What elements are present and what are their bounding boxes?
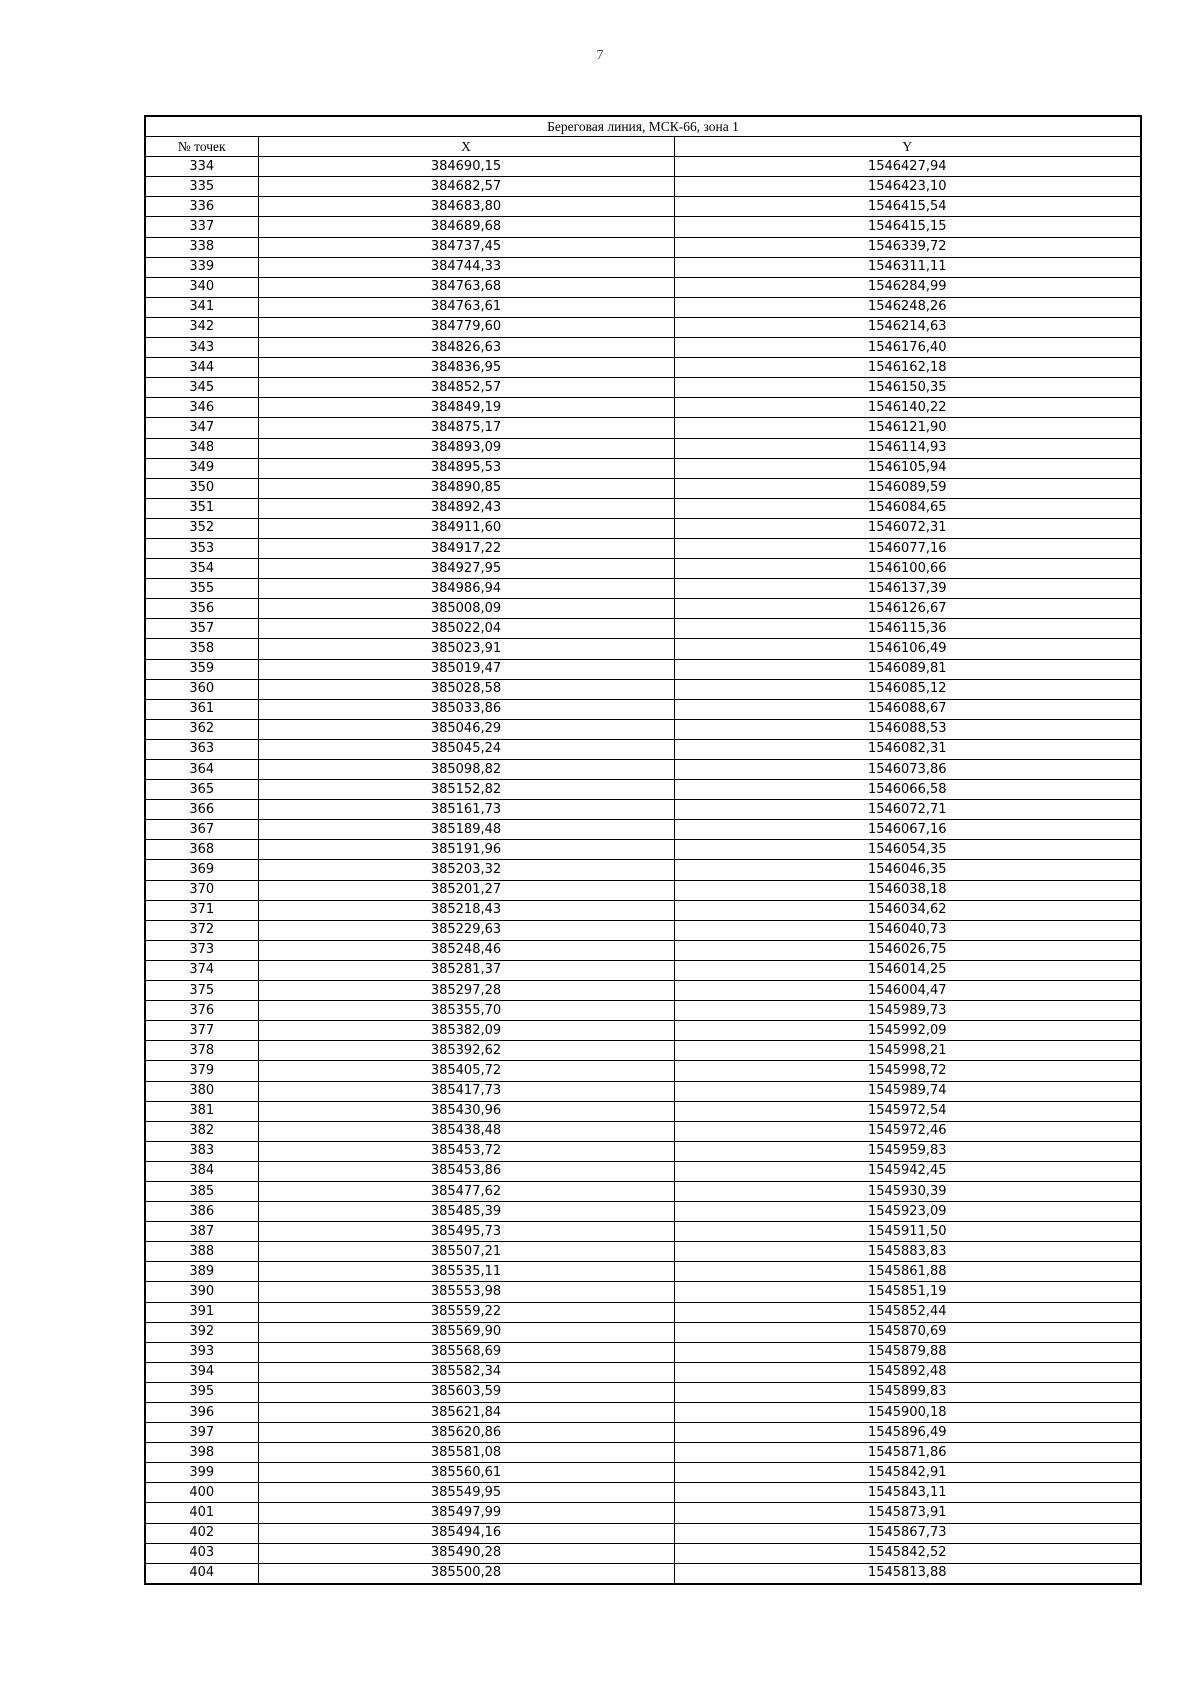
cell-y: 1545923,09	[674, 1202, 1141, 1222]
table-row	[145, 177, 1141, 197]
cell-x: 385477,62	[258, 1181, 674, 1201]
cell-x: 384986,94	[258, 579, 674, 599]
cell-x: 385553,98	[258, 1282, 674, 1302]
table-row	[145, 579, 1141, 599]
cell-point-number: 338	[145, 237, 258, 257]
cell-x: 384690,15	[258, 157, 674, 177]
table-row	[145, 297, 1141, 317]
cell-y: 1546106,49	[674, 639, 1141, 659]
cell-x: 384682,57	[258, 177, 674, 197]
cell-x: 384744,33	[258, 257, 674, 277]
table-row	[145, 1362, 1141, 1382]
cell-point-number: 396	[145, 1403, 258, 1423]
table-row	[145, 800, 1141, 820]
cell-point-number: 358	[145, 639, 258, 659]
cell-y: 1546121,90	[674, 418, 1141, 438]
cell-point-number: 341	[145, 297, 258, 317]
cell-x: 385008,09	[258, 599, 674, 619]
cell-x: 385046,29	[258, 719, 674, 739]
cell-point-number: 391	[145, 1302, 258, 1322]
cell-y: 1546415,15	[674, 217, 1141, 237]
cell-y: 1546415,54	[674, 197, 1141, 217]
cell-x: 385559,22	[258, 1302, 674, 1322]
table-row	[145, 639, 1141, 659]
cell-y: 1545896,49	[674, 1423, 1141, 1443]
cell-x: 385229,63	[258, 920, 674, 940]
cell-y: 1545871,86	[674, 1443, 1141, 1463]
cell-y: 1545867,73	[674, 1523, 1141, 1543]
cell-x: 385203,32	[258, 860, 674, 880]
cell-y: 1545989,73	[674, 1001, 1141, 1021]
table-row	[145, 1242, 1141, 1262]
cell-point-number: 404	[145, 1563, 258, 1584]
cell-point-number: 383	[145, 1141, 258, 1161]
table-row	[145, 1061, 1141, 1081]
cell-x: 384836,95	[258, 358, 674, 378]
cell-point-number: 373	[145, 940, 258, 960]
table-row	[145, 1443, 1141, 1463]
cell-y: 1546284,99	[674, 277, 1141, 297]
cell-y: 1545879,88	[674, 1342, 1141, 1362]
cell-x: 385485,39	[258, 1202, 674, 1222]
cell-y: 1546105,94	[674, 458, 1141, 478]
cell-x: 385568,69	[258, 1342, 674, 1362]
cell-x: 384890,85	[258, 478, 674, 498]
table-row	[145, 1021, 1141, 1041]
table-row	[145, 619, 1141, 639]
table-row	[145, 1423, 1141, 1443]
table-row	[145, 1202, 1141, 1222]
cell-y: 1546085,12	[674, 679, 1141, 699]
cell-point-number: 403	[145, 1543, 258, 1563]
cell-point-number: 339	[145, 257, 258, 277]
cell-x: 385392,62	[258, 1041, 674, 1061]
table-row	[145, 900, 1141, 920]
cell-point-number: 363	[145, 739, 258, 759]
coordinates-table-container	[144, 115, 1140, 1585]
table-row	[145, 498, 1141, 518]
cell-y: 1545911,50	[674, 1222, 1141, 1242]
cell-x: 385569,90	[258, 1322, 674, 1342]
cell-point-number: 370	[145, 880, 258, 900]
cell-x: 385490,28	[258, 1543, 674, 1563]
page-number: 7	[596, 48, 604, 63]
cell-point-number: 372	[145, 920, 258, 940]
cell-point-number: 378	[145, 1041, 258, 1061]
table-row	[145, 518, 1141, 538]
cell-y: 1546114,93	[674, 438, 1141, 458]
cell-point-number: 385	[145, 1181, 258, 1201]
cell-y: 1546066,58	[674, 780, 1141, 800]
table-row	[145, 1463, 1141, 1483]
table-row	[145, 458, 1141, 478]
cell-y: 1546077,16	[674, 538, 1141, 558]
table-caption: Береговая линия, МСК-66, зона 1	[145, 116, 1141, 137]
cell-x: 385560,61	[258, 1463, 674, 1483]
cell-y: 1546014,25	[674, 960, 1141, 980]
cell-x: 385507,21	[258, 1242, 674, 1262]
cell-x: 384911,60	[258, 518, 674, 538]
cell-x: 385438,48	[258, 1121, 674, 1141]
cell-point-number: 360	[145, 679, 258, 699]
cell-y: 1545842,91	[674, 1463, 1141, 1483]
table-caption-row	[145, 116, 1141, 137]
cell-x: 384737,45	[258, 237, 674, 257]
cell-x: 385189,48	[258, 820, 674, 840]
cell-y: 1546084,65	[674, 498, 1141, 518]
cell-point-number: 357	[145, 619, 258, 639]
cell-point-number: 342	[145, 317, 258, 337]
table-row	[145, 338, 1141, 358]
table-row	[145, 1342, 1141, 1362]
cell-x: 385297,28	[258, 981, 674, 1001]
cell-point-number: 402	[145, 1523, 258, 1543]
cell-y: 1545843,11	[674, 1483, 1141, 1503]
cell-x: 385603,59	[258, 1382, 674, 1402]
cell-point-number: 336	[145, 197, 258, 217]
cell-x: 384893,09	[258, 438, 674, 458]
cell-point-number: 346	[145, 398, 258, 418]
cell-point-number: 394	[145, 1362, 258, 1382]
cell-y: 1545813,88	[674, 1563, 1141, 1584]
table-row	[145, 1403, 1141, 1423]
cell-y: 1545883,83	[674, 1242, 1141, 1262]
cell-x: 384826,63	[258, 338, 674, 358]
cell-point-number: 349	[145, 458, 258, 478]
cell-x: 385281,37	[258, 960, 674, 980]
cell-x: 385500,28	[258, 1563, 674, 1584]
table-row	[145, 1262, 1141, 1282]
cell-y: 1546046,35	[674, 860, 1141, 880]
cell-y: 1545992,09	[674, 1021, 1141, 1041]
cell-point-number: 354	[145, 559, 258, 579]
cell-point-number: 352	[145, 518, 258, 538]
table-row	[145, 659, 1141, 679]
table-row	[145, 880, 1141, 900]
cell-y: 1546004,47	[674, 981, 1141, 1001]
cell-point-number: 351	[145, 498, 258, 518]
table-row	[145, 981, 1141, 1001]
cell-point-number: 364	[145, 760, 258, 780]
cell-y: 1546072,31	[674, 518, 1141, 538]
cell-point-number: 389	[145, 1262, 258, 1282]
cell-y: 1546214,63	[674, 317, 1141, 337]
table-row	[145, 820, 1141, 840]
cell-x: 385033,86	[258, 699, 674, 719]
cell-y: 1545959,83	[674, 1141, 1141, 1161]
cell-point-number: 392	[145, 1322, 258, 1342]
cell-x: 385218,43	[258, 900, 674, 920]
cell-point-number: 335	[145, 177, 258, 197]
table-row	[145, 378, 1141, 398]
table-row	[145, 1483, 1141, 1503]
cell-x: 385019,47	[258, 659, 674, 679]
table-row	[145, 1121, 1141, 1141]
cell-y: 1545861,88	[674, 1262, 1141, 1282]
cell-point-number: 344	[145, 358, 258, 378]
table-row	[145, 418, 1141, 438]
cell-y: 1545852,44	[674, 1302, 1141, 1322]
table-row	[145, 1563, 1141, 1584]
cell-x: 385161,73	[258, 800, 674, 820]
cell-x: 384892,43	[258, 498, 674, 518]
cell-point-number: 375	[145, 981, 258, 1001]
cell-x: 385417,73	[258, 1081, 674, 1101]
cell-y: 1545998,72	[674, 1061, 1141, 1081]
cell-y: 1545873,91	[674, 1503, 1141, 1523]
cell-x: 384895,53	[258, 458, 674, 478]
cell-y: 1545942,45	[674, 1161, 1141, 1181]
cell-point-number: 393	[145, 1342, 258, 1362]
cell-point-number: 398	[145, 1443, 258, 1463]
cell-point-number: 395	[145, 1382, 258, 1402]
table-row	[145, 1503, 1141, 1523]
column-header-point-number: № точек	[145, 137, 258, 157]
cell-point-number: 334	[145, 157, 258, 177]
table-row	[145, 920, 1141, 940]
cell-point-number: 400	[145, 1483, 258, 1503]
table-row	[145, 1161, 1141, 1181]
table-row	[145, 257, 1141, 277]
cell-x: 385549,95	[258, 1483, 674, 1503]
cell-y: 1545972,46	[674, 1121, 1141, 1141]
table-body	[145, 157, 1141, 1584]
cell-x: 385382,09	[258, 1021, 674, 1041]
cell-x: 385045,24	[258, 739, 674, 759]
cell-y: 1545899,83	[674, 1382, 1141, 1402]
table-row	[145, 217, 1141, 237]
cell-y: 1546067,16	[674, 820, 1141, 840]
table-row	[145, 739, 1141, 759]
cell-y: 1546248,26	[674, 297, 1141, 317]
cell-x: 385497,99	[258, 1503, 674, 1523]
table-row	[145, 760, 1141, 780]
cell-x: 385621,84	[258, 1403, 674, 1423]
cell-x: 384849,19	[258, 398, 674, 418]
table-row	[145, 157, 1141, 177]
cell-x: 384763,61	[258, 297, 674, 317]
cell-x: 385248,46	[258, 940, 674, 960]
cell-y: 1545972,54	[674, 1101, 1141, 1121]
cell-point-number: 377	[145, 1021, 258, 1041]
cell-y: 1546054,35	[674, 840, 1141, 860]
column-header-y: Y	[674, 137, 1141, 157]
table-header-row	[145, 137, 1141, 157]
cell-x: 385620,86	[258, 1423, 674, 1443]
cell-point-number: 345	[145, 378, 258, 398]
cell-y: 1546073,86	[674, 760, 1141, 780]
cell-point-number: 356	[145, 599, 258, 619]
cell-point-number: 343	[145, 338, 258, 358]
cell-point-number: 390	[145, 1282, 258, 1302]
cell-x: 385191,96	[258, 840, 674, 860]
table-row	[145, 398, 1141, 418]
cell-x: 385453,72	[258, 1141, 674, 1161]
table-row	[145, 679, 1141, 699]
cell-y: 1545930,39	[674, 1181, 1141, 1201]
cell-point-number: 337	[145, 217, 258, 237]
table-row	[145, 719, 1141, 739]
cell-x: 385355,70	[258, 1001, 674, 1021]
cell-x: 384852,57	[258, 378, 674, 398]
table-row	[145, 1382, 1141, 1402]
cell-y: 1546150,35	[674, 378, 1141, 398]
cell-point-number: 379	[145, 1061, 258, 1081]
cell-point-number: 348	[145, 438, 258, 458]
cell-y: 1546082,31	[674, 739, 1141, 759]
cell-y: 1545998,21	[674, 1041, 1141, 1061]
cell-point-number: 340	[145, 277, 258, 297]
cell-point-number: 399	[145, 1463, 258, 1483]
cell-point-number: 366	[145, 800, 258, 820]
table-row	[145, 277, 1141, 297]
cell-point-number: 380	[145, 1081, 258, 1101]
table-row	[145, 1001, 1141, 1021]
column-header-x: X	[258, 137, 674, 157]
cell-x: 385430,96	[258, 1101, 674, 1121]
table-row	[145, 1181, 1141, 1201]
cell-point-number: 397	[145, 1423, 258, 1443]
cell-y: 1546176,40	[674, 338, 1141, 358]
cell-x: 385535,11	[258, 1262, 674, 1282]
table-row	[145, 960, 1141, 980]
table-row	[145, 1543, 1141, 1563]
cell-y: 1546034,62	[674, 900, 1141, 920]
cell-point-number: 387	[145, 1222, 258, 1242]
table-row	[145, 1322, 1141, 1342]
cell-x: 385152,82	[258, 780, 674, 800]
cell-x: 385453,86	[258, 1161, 674, 1181]
cell-point-number: 384	[145, 1161, 258, 1181]
cell-point-number: 376	[145, 1001, 258, 1021]
cell-point-number: 388	[145, 1242, 258, 1262]
cell-y: 1546026,75	[674, 940, 1141, 960]
cell-point-number: 355	[145, 579, 258, 599]
cell-point-number: 365	[145, 780, 258, 800]
table-row	[145, 1222, 1141, 1242]
cell-y: 1546100,66	[674, 559, 1141, 579]
cell-point-number: 347	[145, 418, 258, 438]
table-row	[145, 940, 1141, 960]
cell-y: 1546089,81	[674, 659, 1141, 679]
table-row	[145, 780, 1141, 800]
cell-y: 1545851,19	[674, 1282, 1141, 1302]
cell-x: 385582,34	[258, 1362, 674, 1382]
table-row	[145, 599, 1141, 619]
cell-point-number: 382	[145, 1121, 258, 1141]
cell-x: 385581,08	[258, 1443, 674, 1463]
table-row	[145, 1101, 1141, 1121]
table-row	[145, 860, 1141, 880]
cell-y: 1546088,67	[674, 699, 1141, 719]
cell-point-number: 350	[145, 478, 258, 498]
cell-x: 384683,80	[258, 197, 674, 217]
cell-y: 1546038,18	[674, 880, 1141, 900]
cell-y: 1546427,94	[674, 157, 1141, 177]
cell-y: 1545989,74	[674, 1081, 1141, 1101]
cell-y: 1546423,10	[674, 177, 1141, 197]
cell-y: 1546140,22	[674, 398, 1141, 418]
cell-x: 385495,73	[258, 1222, 674, 1242]
cell-point-number: 386	[145, 1202, 258, 1222]
table-row	[145, 358, 1141, 378]
table-row	[145, 1282, 1141, 1302]
cell-x: 384927,95	[258, 559, 674, 579]
cell-x: 385494,16	[258, 1523, 674, 1543]
table-row	[145, 559, 1141, 579]
cell-x: 385201,27	[258, 880, 674, 900]
cell-point-number: 362	[145, 719, 258, 739]
cell-point-number: 361	[145, 699, 258, 719]
cell-y: 1546072,71	[674, 800, 1141, 820]
cell-point-number: 369	[145, 860, 258, 880]
table-row	[145, 1302, 1141, 1322]
table-row	[145, 1041, 1141, 1061]
cell-point-number: 367	[145, 820, 258, 840]
cell-y: 1546137,39	[674, 579, 1141, 599]
table-row	[145, 1081, 1141, 1101]
cell-x: 384689,68	[258, 217, 674, 237]
cell-y: 1545900,18	[674, 1403, 1141, 1423]
cell-x: 385405,72	[258, 1061, 674, 1081]
cell-x: 385023,91	[258, 639, 674, 659]
cell-y: 1545842,52	[674, 1543, 1141, 1563]
table-row	[145, 1141, 1141, 1161]
cell-y: 1546040,73	[674, 920, 1141, 940]
table-row	[145, 840, 1141, 860]
cell-point-number: 353	[145, 538, 258, 558]
cell-point-number: 371	[145, 900, 258, 920]
cell-x: 384779,60	[258, 317, 674, 337]
cell-point-number: 381	[145, 1101, 258, 1121]
cell-x: 385098,82	[258, 760, 674, 780]
cell-y: 1546088,53	[674, 719, 1141, 739]
table-row	[145, 197, 1141, 217]
cell-point-number: 374	[145, 960, 258, 980]
cell-x: 384763,68	[258, 277, 674, 297]
table-row	[145, 699, 1141, 719]
cell-point-number: 359	[145, 659, 258, 679]
coordinates-table	[144, 115, 1142, 1585]
cell-y: 1546339,72	[674, 237, 1141, 257]
cell-x: 384875,17	[258, 418, 674, 438]
cell-point-number: 368	[145, 840, 258, 860]
cell-point-number: 401	[145, 1503, 258, 1523]
cell-y: 1546311,11	[674, 257, 1141, 277]
cell-x: 385022,04	[258, 619, 674, 639]
cell-y: 1546115,36	[674, 619, 1141, 639]
cell-y: 1546126,67	[674, 599, 1141, 619]
table-row	[145, 237, 1141, 257]
table-row	[145, 538, 1141, 558]
cell-y: 1545892,48	[674, 1362, 1141, 1382]
cell-x: 384917,22	[258, 538, 674, 558]
cell-y: 1546162,18	[674, 358, 1141, 378]
table-row	[145, 438, 1141, 458]
cell-y: 1546089,59	[674, 478, 1141, 498]
cell-x: 385028,58	[258, 679, 674, 699]
table-row	[145, 478, 1141, 498]
table-row	[145, 317, 1141, 337]
cell-y: 1545870,69	[674, 1322, 1141, 1342]
table-row	[145, 1523, 1141, 1543]
